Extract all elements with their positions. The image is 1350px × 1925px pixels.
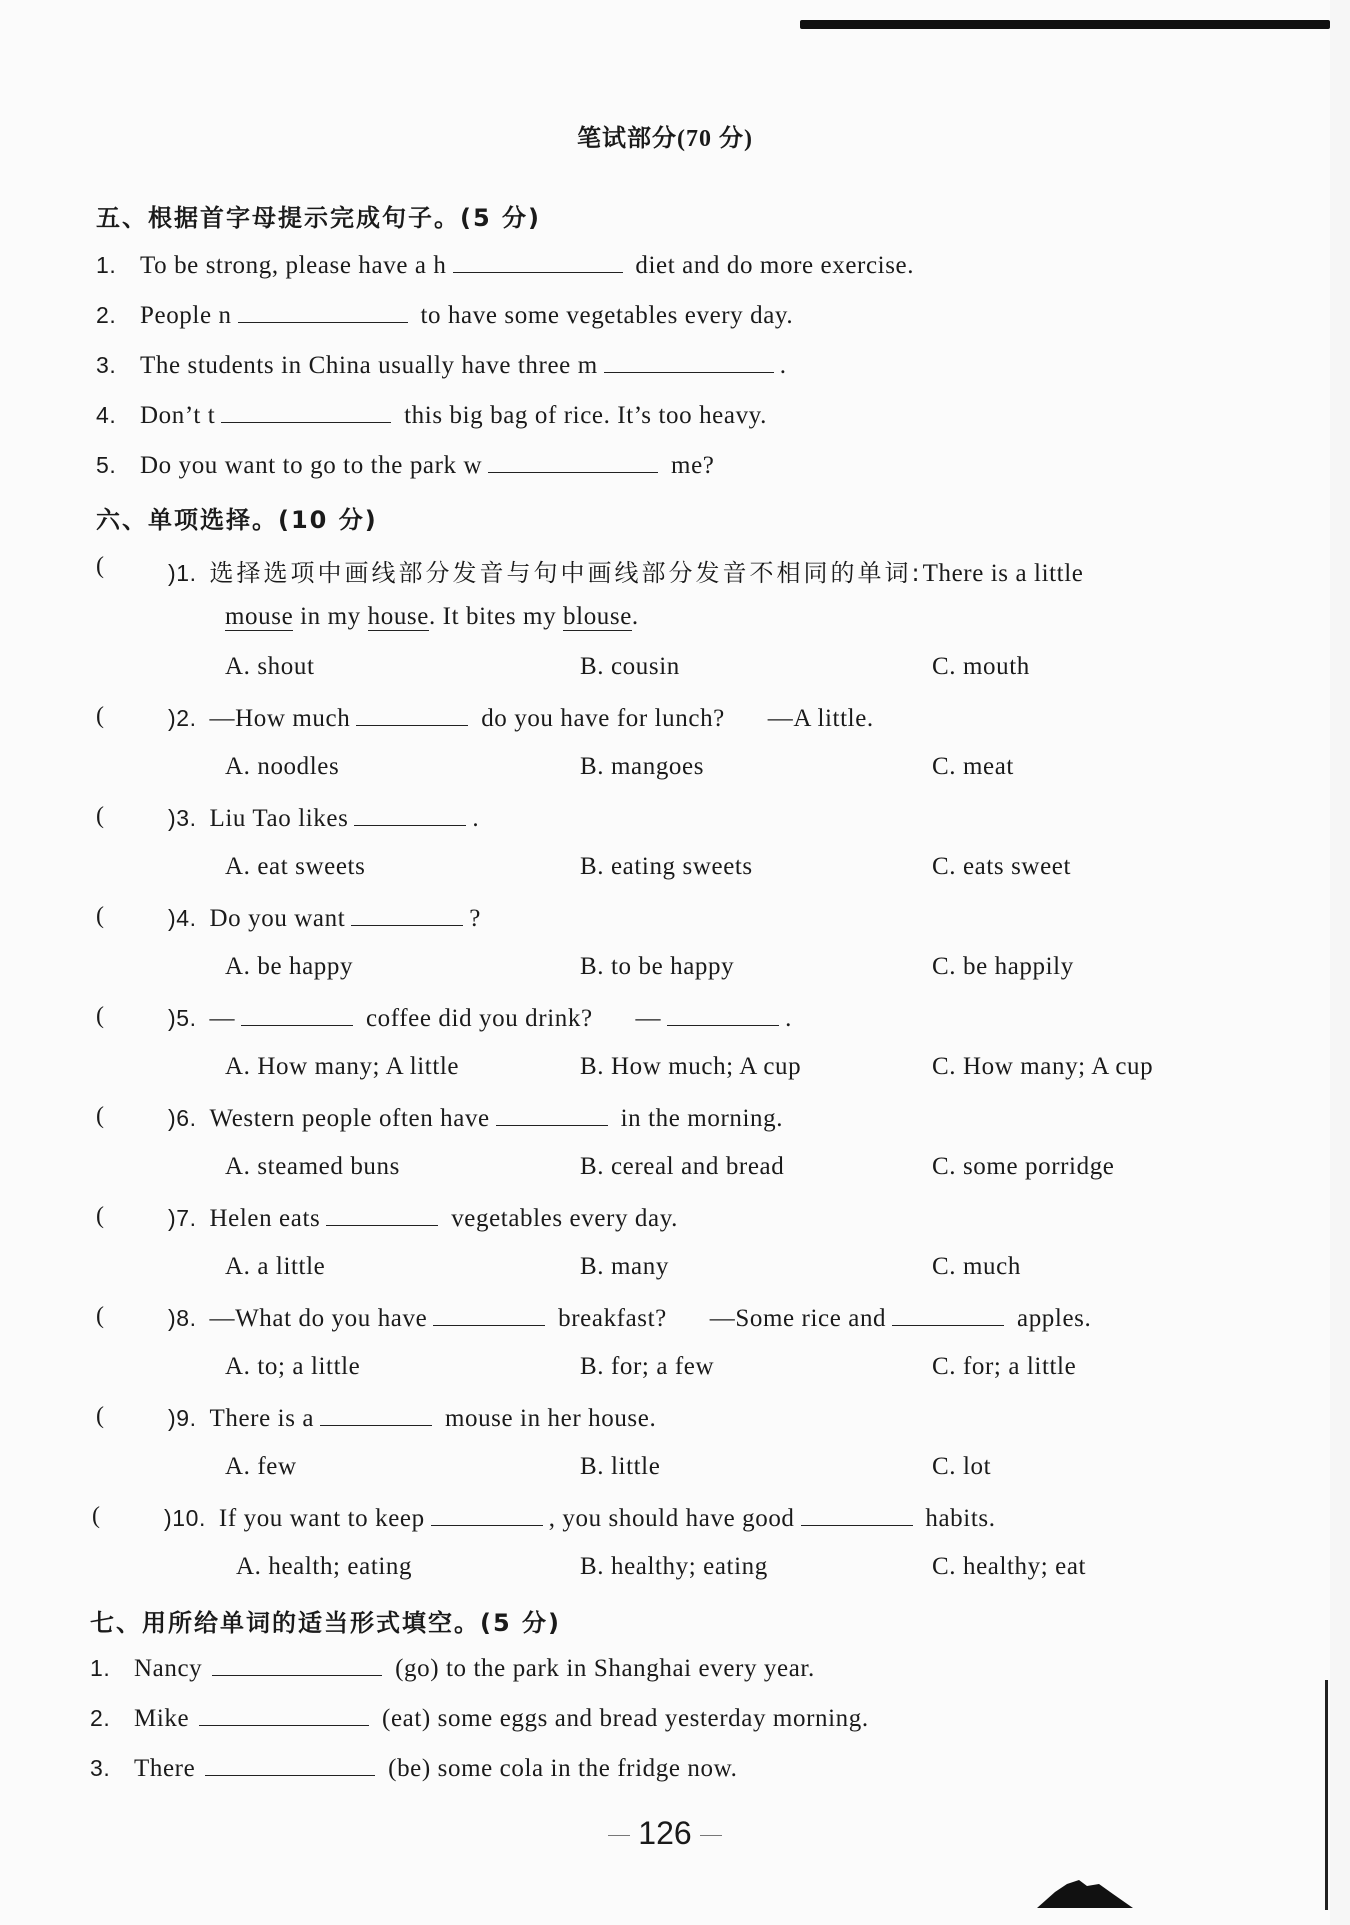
option-a[interactable]: A. few (225, 1453, 297, 1480)
question-7: )7. Helen eats vegetables every day. (168, 1205, 679, 1232)
question-3: )3. Liu Tao likes . (168, 805, 480, 832)
option-c[interactable]: C. eats sweet (932, 853, 1072, 880)
option-a[interactable]: A. noodles (225, 753, 340, 780)
answer-blank[interactable] (604, 350, 774, 373)
question-10: )10. If you want to keep , you should have good habits. (164, 1505, 996, 1532)
question-8: )8. —What do you have breakfast? —Some rice and apples. (168, 1305, 1092, 1332)
answer-blank[interactable] (496, 1103, 608, 1126)
option-b[interactable]: B. cereal and bread (580, 1153, 785, 1180)
answer-blank[interactable] (801, 1503, 913, 1526)
question-5: )5. — coffee did you drink? — . (168, 1005, 792, 1032)
option-c[interactable]: C. mouth (932, 653, 1030, 680)
scan-edge-line (1325, 1680, 1328, 1910)
option-c[interactable]: C. How many; A cup (932, 1053, 1154, 1080)
answer-blank[interactable] (351, 903, 463, 926)
page-title: 笔试部分(70 分) (577, 126, 753, 152)
question-1: )1. 选择选项中画线部分发音与句中画线部分发音不相同的单词:There is a little (168, 559, 1084, 587)
answer-paren[interactable]: ( (96, 903, 104, 929)
answer-blank[interactable] (199, 1703, 369, 1726)
answer-blank[interactable] (433, 1303, 545, 1326)
answer-blank[interactable] (667, 1003, 779, 1026)
option-b[interactable]: B. for; a few (580, 1353, 715, 1380)
answer-blank[interactable] (212, 1653, 382, 1676)
question-2: )2. —How much do you have for lunch? —A little. (168, 705, 874, 732)
answer-paren[interactable]: ( (96, 703, 104, 729)
option-b[interactable]: B. to be happy (580, 953, 735, 980)
question-9: )9. There is a mouse in her house. (168, 1405, 657, 1432)
question-4: )4. Do you want ? (168, 905, 481, 932)
s7-item-1: 1. Nancy (go) to the park in Shanghai every year. (90, 1655, 815, 1682)
option-c[interactable]: C. some porridge (932, 1153, 1115, 1180)
answer-blank[interactable] (205, 1753, 375, 1776)
option-b[interactable]: B. many (580, 1253, 669, 1280)
answer-blank[interactable] (354, 803, 466, 826)
option-a[interactable]: A. be happy (225, 953, 354, 980)
option-b[interactable]: B. mangoes (580, 753, 705, 780)
option-c[interactable]: C. lot (932, 1453, 992, 1480)
answer-blank[interactable] (431, 1503, 543, 1526)
s5-item-4: 4. Don’t t this big bag of rice. It’s too heavy. (96, 402, 768, 429)
answer-paren[interactable]: ( (96, 1203, 104, 1229)
question-1-line2: mouse in my house. It bites my blouse. (225, 603, 639, 630)
s5-item-1: 1. To be strong, please have a h diet and do more exercise. (96, 252, 915, 279)
s5-item-3: 3. The students in China usually have three m . (96, 352, 787, 379)
option-a[interactable]: A. shout (225, 653, 315, 680)
s7-item-2: 2. Mike (eat) some eggs and bread yesterday morning. (90, 1705, 869, 1732)
option-c[interactable]: C. be happily (932, 953, 1074, 980)
option-b[interactable]: B. eating sweets (580, 853, 753, 880)
answer-blank[interactable] (221, 400, 391, 423)
answer-blank[interactable] (326, 1203, 438, 1226)
option-c[interactable]: C. meat (932, 753, 1014, 780)
s5-item-2: 2. People n to have some vegetables every day. (96, 302, 794, 329)
answer-blank[interactable] (238, 300, 408, 323)
option-a[interactable]: A. How many; A little (225, 1053, 460, 1080)
section7-heading: 七、用所给单词的适当形式填空。(5 分) (90, 1609, 561, 1637)
section6-heading: 六、单项选择。(10 分) (96, 506, 378, 534)
dash-right (700, 1835, 722, 1836)
option-b[interactable]: B. cousin (580, 653, 680, 680)
answer-paren[interactable]: ( (96, 1403, 104, 1429)
top-scan-bar (800, 20, 1330, 29)
answer-blank[interactable] (356, 703, 468, 726)
option-a[interactable]: A. a little (225, 1253, 326, 1280)
dash-left (608, 1835, 630, 1836)
section5-heading: 五、根据首字母提示完成句子。(5 分) (96, 204, 541, 232)
option-a[interactable]: A. eat sweets (225, 853, 366, 880)
option-b[interactable]: B. How much; A cup (580, 1053, 802, 1080)
page-number: 126 (0, 1815, 1330, 1852)
s7-item-3: 3. There (be) some cola in the fridge now. (90, 1755, 738, 1782)
answer-blank[interactable] (453, 250, 623, 273)
option-a[interactable]: A. steamed buns (225, 1153, 400, 1180)
option-c[interactable]: C. much (932, 1253, 1021, 1280)
question-6: )6. Western people often have in the morning. (168, 1105, 784, 1132)
answer-blank[interactable] (488, 450, 658, 473)
scan-smudge (1035, 1870, 1135, 1910)
option-b[interactable]: B. healthy; eating (580, 1553, 768, 1580)
option-a[interactable]: A. to; a little (225, 1353, 361, 1380)
answer-blank[interactable] (320, 1403, 432, 1426)
answer-paren[interactable]: ( (92, 1503, 100, 1529)
answer-paren[interactable]: ( (96, 1103, 104, 1129)
option-c[interactable]: C. for; a little (932, 1353, 1077, 1380)
answer-paren[interactable]: ( (96, 553, 104, 579)
option-c[interactable]: C. healthy; eat (932, 1553, 1087, 1580)
answer-paren[interactable]: ( (96, 1303, 104, 1329)
answer-paren[interactable]: ( (96, 803, 104, 829)
answer-blank[interactable] (241, 1003, 353, 1026)
option-a[interactable]: A. health; eating (236, 1553, 413, 1580)
option-b[interactable]: B. little (580, 1453, 661, 1480)
answer-paren[interactable]: ( (96, 1003, 104, 1029)
s5-item-5: 5. Do you want to go to the park w me? (96, 452, 715, 479)
answer-blank[interactable] (892, 1303, 1004, 1326)
